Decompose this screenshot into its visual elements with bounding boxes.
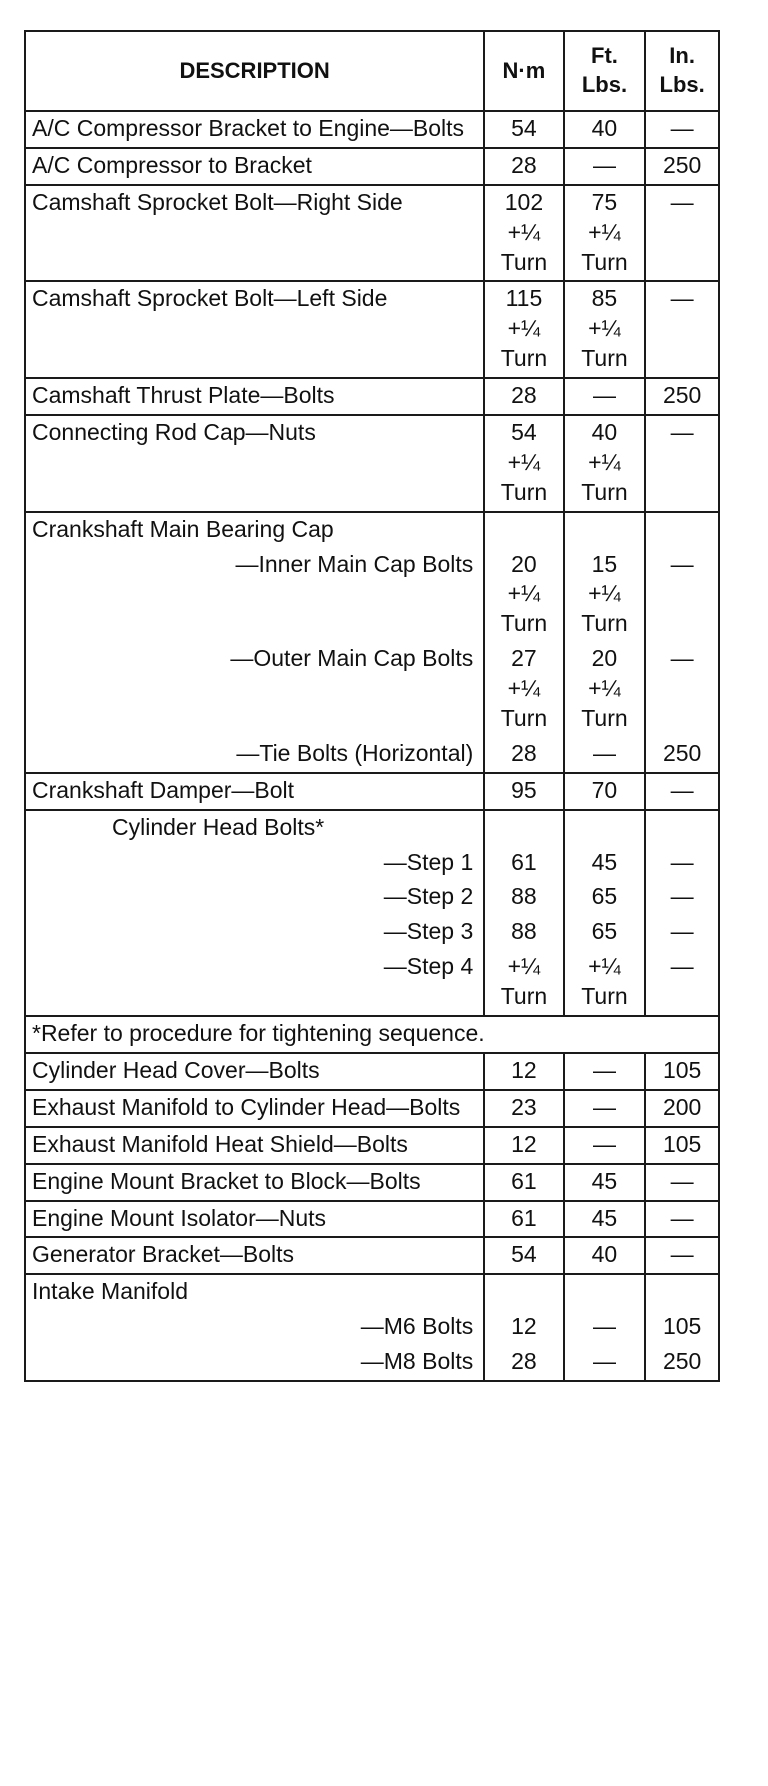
intake-manifold-title: Intake Manifold (25, 1274, 484, 1310)
row-ftlbs: 65 (564, 915, 646, 950)
row-ftlbs: — (564, 1345, 646, 1381)
table-row (25, 1090, 719, 1127)
row-description: Engine Mount Bracket to Block—Bolts (25, 1164, 484, 1201)
table-row (25, 1053, 719, 1090)
row-description: Camshaft Sprocket Bolt—Right Side (25, 185, 484, 282)
row-nm: 61 (484, 846, 563, 881)
table-row (25, 915, 719, 950)
header-ftlbs: Ft. Lbs. (564, 31, 646, 111)
row-nm: 28 (484, 148, 563, 185)
row-description: A/C Compressor Bracket to Engine—Bolts (25, 111, 484, 148)
row-ftlbs: — (564, 148, 646, 185)
row-nm: 54 (484, 111, 563, 148)
row-nm: 88 (484, 880, 563, 915)
table-row (25, 1201, 719, 1238)
row-description: —Step 4 (383, 953, 474, 980)
table-row (25, 378, 719, 415)
row-ftlbs: +¼ Turn (564, 950, 646, 1016)
row-nm: 20 +¼ Turn (484, 548, 563, 643)
row-nm: 12 (484, 1053, 563, 1090)
row-description: —M8 Bolts (360, 1348, 474, 1375)
header-nm: N·m (484, 31, 563, 111)
row-description: Crankshaft Damper—Bolt (25, 773, 484, 810)
header-row (25, 31, 719, 111)
row-ftlbs: — (564, 1053, 646, 1090)
row-nm: 28 (484, 378, 563, 415)
row-inlbs: 200 (645, 1090, 719, 1127)
row-description: Exhaust Manifold to Cylinder Head—Bolts (25, 1090, 484, 1127)
row-ftlbs: 40 +¼ Turn (564, 415, 646, 512)
row-inlbs: 105 (645, 1127, 719, 1164)
row-ftlbs: 65 (564, 880, 646, 915)
row-nm: 28 (484, 737, 563, 773)
row-inlbs: — (645, 1164, 719, 1201)
row-description: Camshaft Sprocket Bolt—Left Side (25, 281, 484, 378)
row-ftlbs: — (564, 737, 646, 773)
row-description: —Step 2 (383, 883, 474, 910)
footnote: *Refer to procedure for tightening sequence. (25, 1016, 719, 1053)
row-description: —Tie Bolts (Horizontal) (236, 739, 474, 766)
row-ftlbs: 45 (564, 1164, 646, 1201)
row-inlbs: 105 (645, 1310, 719, 1345)
row-inlbs: — (645, 281, 719, 378)
row-description: —Outer Main Cap Bolts (230, 645, 474, 672)
row-nm: 12 (484, 1127, 563, 1164)
row-nm: 27 +¼ Turn (484, 642, 563, 737)
table-row (25, 1164, 719, 1201)
row-nm: +¼ Turn (484, 950, 563, 1016)
group-title-row (25, 810, 719, 846)
row-inlbs: — (645, 1237, 719, 1274)
row-nm: 54 (484, 1237, 563, 1274)
row-description: A/C Compressor to Bracket (25, 148, 484, 185)
header-inlbs: In. Lbs. (645, 31, 719, 111)
row-inlbs: — (645, 773, 719, 810)
row-description: Generator Bracket—Bolts (25, 1237, 484, 1274)
row-nm: 54 +¼ Turn (484, 415, 563, 512)
row-nm: 61 (484, 1201, 563, 1238)
table-row (25, 1310, 719, 1345)
row-nm: 28 (484, 1345, 563, 1381)
table-row (25, 1345, 719, 1381)
row-inlbs: — (645, 415, 719, 512)
row-inlbs: — (645, 548, 719, 643)
table-row (25, 281, 719, 378)
row-ftlbs: 85 +¼ Turn (564, 281, 646, 378)
row-inlbs: 250 (645, 737, 719, 773)
table-row (25, 773, 719, 810)
row-description: Exhaust Manifold Heat Shield—Bolts (25, 1127, 484, 1164)
row-nm: 95 (484, 773, 563, 810)
row-inlbs: 250 (645, 1345, 719, 1381)
table-row (25, 1127, 719, 1164)
row-ftlbs: 45 (564, 846, 646, 881)
row-inlbs: — (645, 915, 719, 950)
row-description: —Step 1 (383, 848, 474, 875)
row-ftlbs: — (564, 378, 646, 415)
row-description: Camshaft Thrust Plate—Bolts (25, 378, 484, 415)
row-description: —M6 Bolts (360, 1313, 474, 1340)
row-description: Cylinder Head Cover—Bolts (25, 1053, 484, 1090)
torque-specifications-table (24, 30, 720, 1382)
row-ftlbs: 40 (564, 111, 646, 148)
row-ftlbs: 75 +¼ Turn (564, 185, 646, 282)
row-inlbs: 105 (645, 1053, 719, 1090)
row-nm: 115 +¼ Turn (484, 281, 563, 378)
row-inlbs: — (645, 185, 719, 282)
row-ftlbs: — (564, 1310, 646, 1345)
table-row (25, 111, 719, 148)
row-ftlbs: — (564, 1090, 646, 1127)
row-description: Connecting Rod Cap—Nuts (25, 415, 484, 512)
row-inlbs: — (645, 846, 719, 881)
footnote-row (25, 1016, 719, 1053)
crankshaft-main-title: Crankshaft Main Bearing Cap (25, 512, 484, 548)
table-row (25, 185, 719, 282)
row-nm: 23 (484, 1090, 563, 1127)
row-nm: 61 (484, 1164, 563, 1201)
table-row (25, 950, 719, 1016)
table-row (25, 642, 719, 737)
row-ftlbs: 45 (564, 1201, 646, 1238)
table-row (25, 846, 719, 881)
row-nm: 12 (484, 1310, 563, 1345)
group-title-row (25, 1274, 719, 1310)
row-inlbs: 250 (645, 148, 719, 185)
row-inlbs: — (645, 950, 719, 1016)
row-description: —Inner Main Cap Bolts (235, 550, 474, 577)
table-row (25, 148, 719, 185)
cylinder-head-title: Cylinder Head Bolts* (112, 813, 325, 840)
row-nm: 102 +¼ Turn (484, 185, 563, 282)
row-inlbs: 250 (645, 378, 719, 415)
row-description: —Step 3 (383, 918, 474, 945)
row-inlbs: — (645, 111, 719, 148)
header-description: DESCRIPTION (25, 31, 484, 111)
row-ftlbs: 15 +¼ Turn (564, 548, 646, 643)
row-inlbs: — (645, 880, 719, 915)
row-ftlbs: 40 (564, 1237, 646, 1274)
row-ftlbs: — (564, 1127, 646, 1164)
row-description: Engine Mount Isolator—Nuts (25, 1201, 484, 1238)
table-row (25, 1237, 719, 1274)
row-inlbs: — (645, 642, 719, 737)
group-title-row (25, 512, 719, 548)
row-inlbs: — (645, 1201, 719, 1238)
table-row (25, 415, 719, 512)
table-row (25, 737, 719, 773)
row-ftlbs: 70 (564, 773, 646, 810)
table-row (25, 548, 719, 643)
row-nm: 88 (484, 915, 563, 950)
table-row (25, 880, 719, 915)
row-ftlbs: 20 +¼ Turn (564, 642, 646, 737)
